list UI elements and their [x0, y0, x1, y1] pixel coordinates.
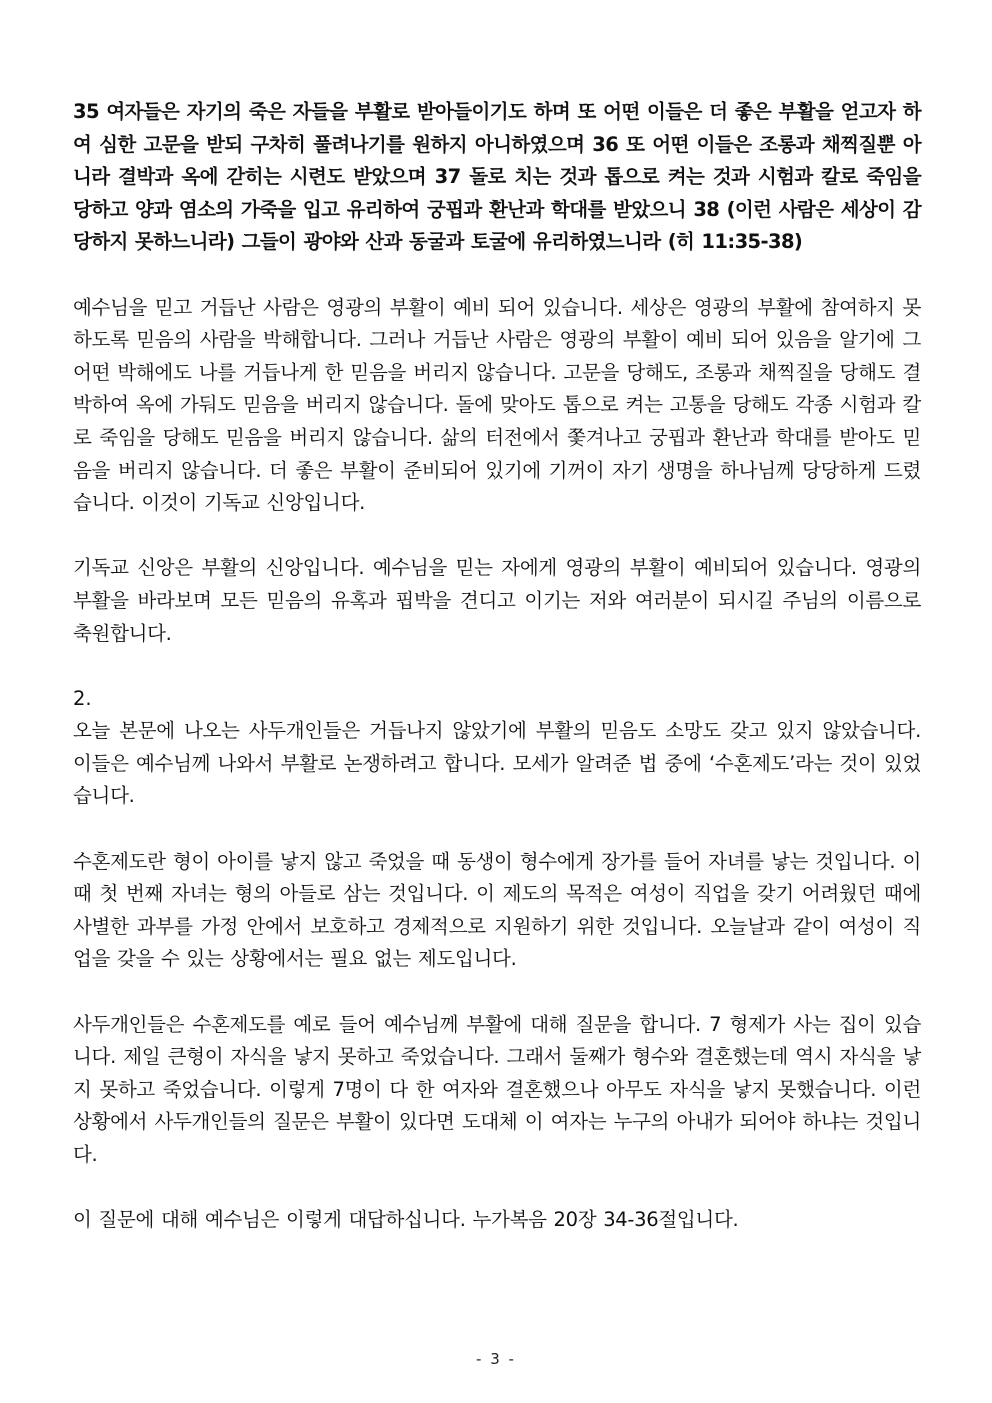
body-paragraph: 기독교 신앙은 부활의 신앙입니다. 예수님을 믿는 자에게 영광의 부활이 예비되어 있습니다. 영광의 부활을 바라보며 모든 믿음의 유혹과 핍박을 견디고 이기는 저와 여러분이 되시길 주님의 이름으로 축원합니다.	[73, 556, 921, 645]
body-paragraph: 예수님을 믿고 거듭난 사람은 영광의 부활이 예비 되어 있습니다. 세상은 영광의 부활에 참여하지 못하도록 믿음의 사람을 박해합니다. 그러나 거듭난 사람은 영광의 부활이 예비 되어 있음을 알기에 그 어떤 박해에도 나를 거듭나게 한 믿음을 버리지 않습니다. 고문을 당해도, 조롱과 채찍질을 당해도 결박하여 옥에 가둬도 믿음을 버리지 않습니다. 돌에 맞아도 톱으로 켜는 고통을 당해도 각종 시험과 칼로 죽임을 당해도 믿음을 버리지 않습니다. 삶의 터전에서 쫓겨나고 궁핍과 환난과 학대를 받아도 믿음을 버리지 않습니다. 더 좋은 부활이 준비되어 있기에 기꺼이 자기 생명을 하나님께 당당하게 드렸습니다. 이것이 기독교 신앙입니다.	[73, 295, 921, 515]
paragraph-gap	[73, 1172, 921, 1205]
body-paragraph: 오늘 본문에 나오는 사두개인들은 거듭나지 않았기에 부활의 믿음도 소망도 갖고 있지 않았습니다. 이들은 예수님께 나와서 부활로 논쟁하려고 합니다. 모세가 알려준 법 중에 ‘수혼제도’라는 것이 있었습니다.	[73, 719, 921, 808]
paragraph-gap	[73, 259, 921, 292]
paragraph-gap	[73, 976, 921, 1009]
page-number: - 3 -	[476, 1350, 516, 1368]
scripture-quote: 35 여자들은 자기의 죽은 자들을 부활로 받아들이기도 하며 또 어떤 이들은 더 좋은 부활을 얻고자 하여 심한 고문을 받되 구차히 풀려나기를 원하지 아니하였으며 36 또 어떤 이들은 조롱과 채찍질뿐 아니라 결박과 옥에 갇히는 시련도 받았으며 37 돌로 치는 것과 톱으로 켜는 것과 시험과 칼로 죽임을 당하고 양과 염소의 가죽을 입고 유리하여 궁핍과 환난과 학대를 받았으니 38 (이런 사람은 세상이 감당하지 못하느니라) 그들이 광야와 산과 동굴과 토굴에 유리하였느니라 (히 11:35-38)	[73, 100, 921, 254]
body-paragraph: 이 질문에 대해 예수님은 이렇게 대답하십니다. 누가복음 20장 34-36절입니다.	[73, 1208, 739, 1232]
paragraph-gap	[73, 520, 921, 553]
paragraph-gap	[73, 813, 921, 846]
section-number: 2.	[73, 686, 92, 710]
body-paragraph: 사두개인들은 수혼제도를 예로 들어 예수님께 부활에 대해 질문을 합니다. 7 형제가 사는 집이 있습니다. 제일 큰형이 자식을 낳지 못하고 죽었습니다. 그래서 둘째가 형수와 결혼했는데 역시 자식을 낳지 못하고 죽었습니다. 이렇게 7명이 다 한 여자와 결혼했으나 아무도 자식을 낳지 못했습니다. 이런 상황에서 사두개인들의 질문은 부활이 있다면 도대체 이 여자는 누구의 아내가 되어야 하냐는 것입니다.	[73, 1012, 921, 1166]
body-paragraph: 수혼제도란 형이 아이를 낳지 않고 죽었을 때 동생이 형수에게 장가를 들어 자녀를 낳는 것입니다. 이때 첫 번째 자녀는 형의 아들로 삼는 것입니다. 이 제도의 목적은 여성이 직업을 갖기 어려웠던 때에 사별한 과부를 가정 안에서 보호하고 경제적으로 지원하기 위한 것입니다. 오늘날과 같이 여성이 직업을 갖을 수 있는 상황에서는 필요 없는 제도입니다.	[73, 849, 921, 971]
document-body	[73, 96, 921, 1237]
paragraph-gap	[73, 650, 921, 683]
